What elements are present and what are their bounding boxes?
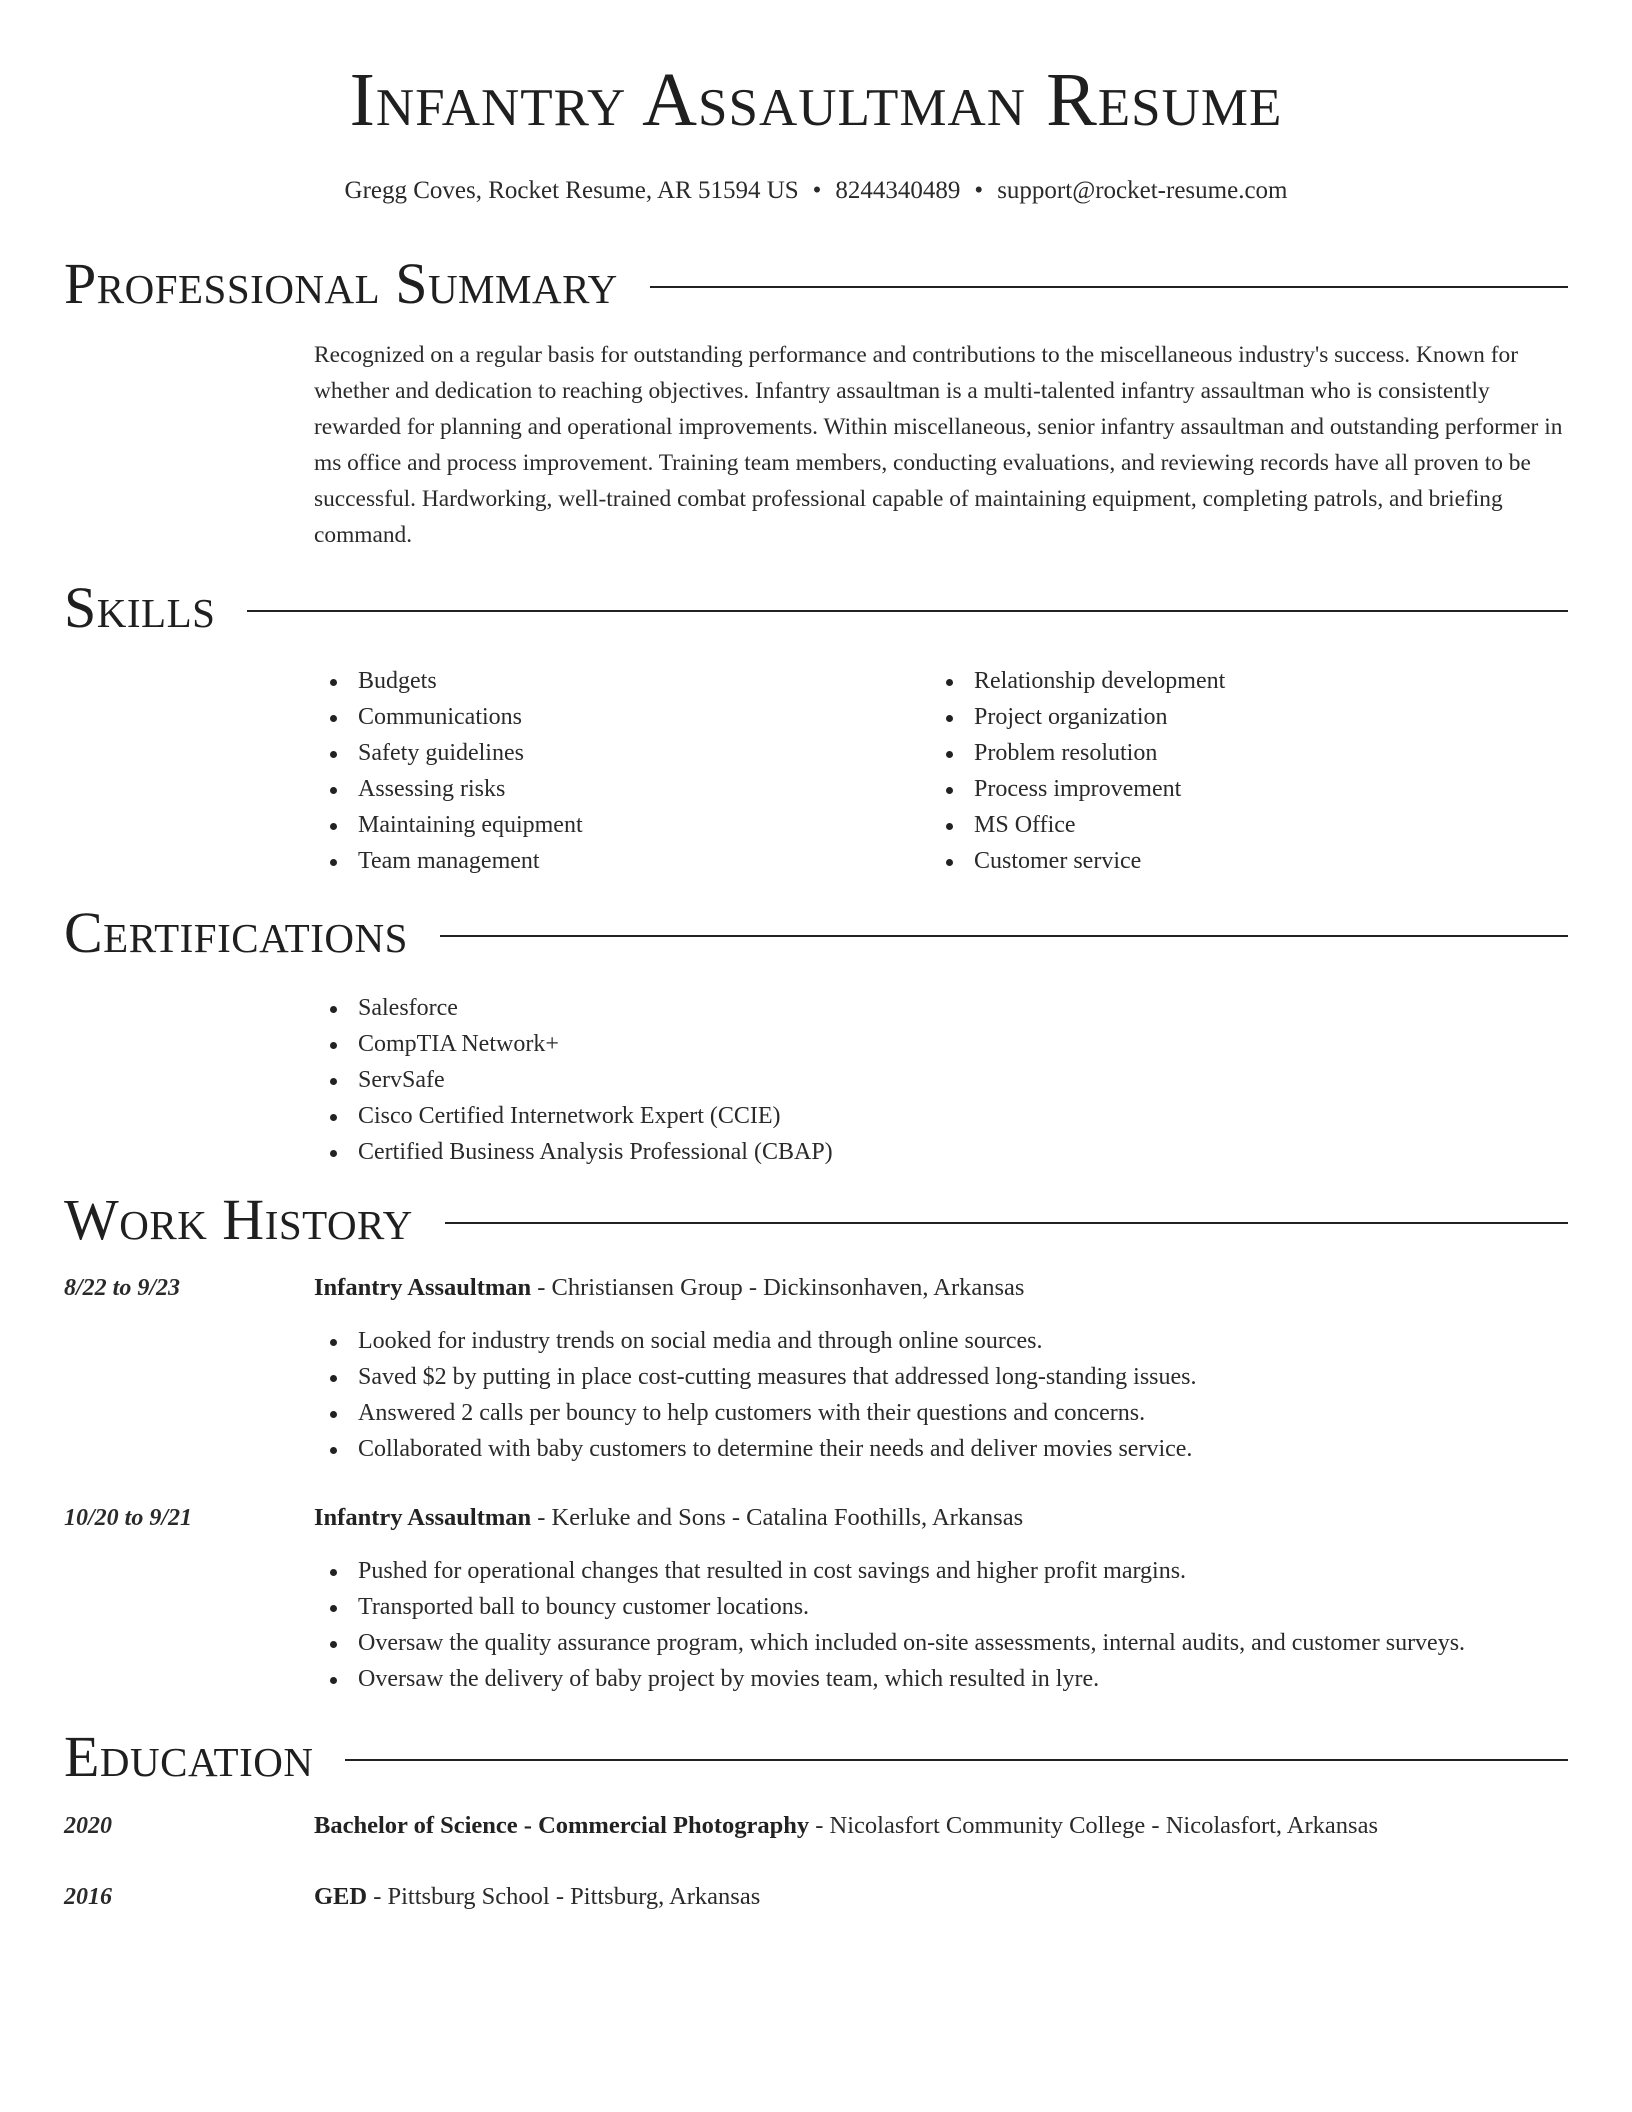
job-bullet: Collaborated with baby customers to determine their needs and deliver movies service. <box>314 1431 1197 1467</box>
job-employer: - Kerluke and Sons - Catalina Foothills, Arkansas <box>531 1504 1024 1531</box>
contact-separator: • <box>974 177 984 204</box>
education-entry <box>314 1879 760 1915</box>
certification-item: Salesforce <box>314 990 833 1026</box>
skill-item: Maintaining equipment <box>314 807 583 843</box>
job-dates: 10/20 to 9/21 <box>64 1505 193 1531</box>
skill-item: Process improvement <box>930 771 1225 807</box>
section-divider <box>445 1222 1568 1224</box>
job-bullet: Saved $2 by putting in place cost-cutting measures that addressed long-standing issues. <box>314 1359 1197 1395</box>
section-header-education <box>64 1724 1568 1789</box>
skill-item: Project organization <box>930 699 1225 735</box>
section-header-skills <box>64 575 1568 640</box>
job-title: Infantry Assaultman <box>314 1274 532 1301</box>
skill-item: Problem resolution <box>930 735 1225 771</box>
skill-item: MS Office <box>930 807 1225 843</box>
section-title-summary: Professional Summary <box>64 251 618 316</box>
job-bullet: Answered 2 calls per bouncy to help customers with their questions and concerns. <box>314 1395 1197 1431</box>
section-divider <box>650 286 1568 288</box>
job-bullet: Pushed for operational changes that resulted in cost savings and higher profit margins. <box>314 1553 1465 1589</box>
job-bullets <box>314 1553 1465 1697</box>
contact-separator: • <box>812 177 822 204</box>
job-bullet: Oversaw the quality assurance program, which included on-site assessments, internal audits, and customer surveys. <box>314 1625 1465 1661</box>
skill-item: Relationship development <box>930 663 1225 699</box>
certifications-list <box>314 990 833 1170</box>
certification-item: Certified Business Analysis Professional (CBAP) <box>314 1134 833 1170</box>
education-degree: Bachelor of Science - Commercial Photography <box>314 1812 810 1839</box>
section-divider <box>345 1759 1568 1761</box>
section-header-summary <box>64 251 1568 316</box>
education-year: 2020 <box>64 1813 112 1839</box>
education-degree: GED <box>314 1883 368 1910</box>
job-title: Infantry Assaultman <box>314 1504 532 1531</box>
skill-item: Budgets <box>314 663 583 699</box>
education-year: 2016 <box>64 1884 112 1910</box>
section-divider <box>440 935 1568 937</box>
skill-item: Team management <box>314 843 583 879</box>
section-header-certifications <box>64 900 1568 965</box>
certification-item: CompTIA Network+ <box>314 1026 833 1062</box>
certification-item: ServSafe <box>314 1062 833 1098</box>
skills-list-right <box>930 663 1225 879</box>
job-bullets <box>314 1323 1197 1467</box>
education-entry <box>314 1808 1378 1844</box>
section-title-certifications: Certifications <box>64 900 408 965</box>
section-title-skills: Skills <box>64 575 216 640</box>
skill-item: Assessing risks <box>314 771 583 807</box>
certification-item: Cisco Certified Internetwork Expert (CCIE) <box>314 1098 833 1134</box>
skill-item: Customer service <box>930 843 1225 879</box>
skill-item: Safety guidelines <box>314 735 583 771</box>
summary-text: Recognized on a regular basis for outstanding performance and contributions to the miscellaneous industry's success. Known for whether and dedication to reaching objectives. Infantry assaultman is a multi-talented infantry assaultman who is consistently rewarded for planning and operational improvements. Within miscellaneous, senior infantry assaultman and outstanding performer in ms office and process improvement. Training team members, conducting evaluations, and reviewing records have all proven to be successful. Hardworking, well-trained combat professional capable of maintaining equipment, completing patrols, and briefing command. <box>314 342 1563 548</box>
contact-email: support@rocket-resume.com <box>997 177 1288 204</box>
job-bullet: Oversaw the delivery of baby project by movies team, which resulted in lyre. <box>314 1661 1465 1697</box>
resume-title: Infantry Assaultman Resume <box>349 58 1283 142</box>
job-heading <box>314 1270 1024 1306</box>
section-title-education: Education <box>64 1724 314 1789</box>
contact-phone: 8244340489 <box>835 177 961 204</box>
section-header-work-history <box>64 1187 1568 1252</box>
skill-item: Communications <box>314 699 583 735</box>
education-school: - Nicolasfort Community College - Nicolasfort, Arkansas <box>809 1812 1378 1839</box>
contact-line <box>0 176 1632 206</box>
section-divider <box>247 610 1568 612</box>
job-bullet: Looked for industry trends on social media and through online sources. <box>314 1323 1197 1359</box>
job-heading <box>314 1500 1023 1536</box>
job-bullet: Transported ball to bouncy customer locations. <box>314 1589 1465 1625</box>
job-employer: - Christiansen Group - Dickinsonhaven, Arkansas <box>531 1274 1025 1301</box>
job-dates: 8/22 to 9/23 <box>64 1275 181 1301</box>
education-school: - Pittsburg School - Pittsburg, Arkansas <box>367 1883 761 1910</box>
contact-address: Gregg Coves, Rocket Resume, AR 51594 US <box>344 177 799 204</box>
skills-list-left <box>314 663 583 879</box>
section-title-work-history: Work History <box>64 1187 413 1252</box>
